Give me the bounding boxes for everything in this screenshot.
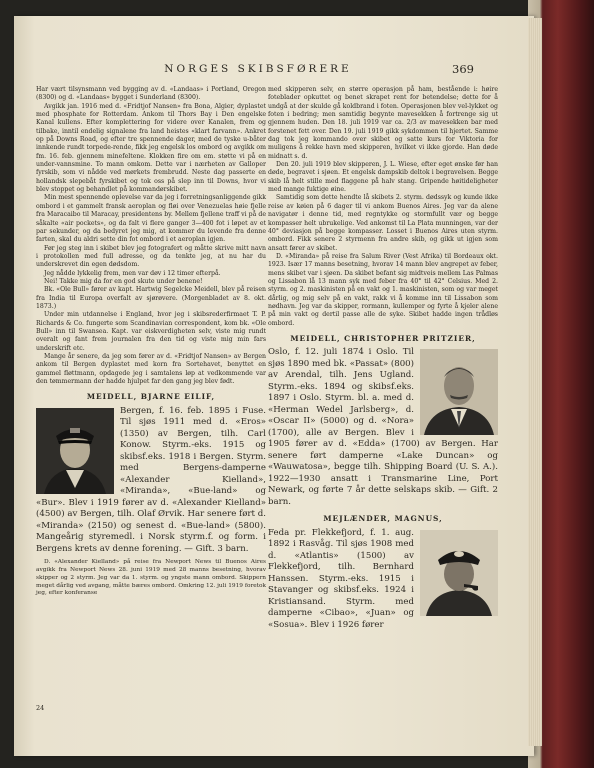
paragraph: Den 20. juli 1919 blev skipperen, J. L. Wiese, efter eget ønske før han døde, begravet i sjøen. Et engelsk dampskib deltok i begravelsen. Begge skib lå helt stille med flaggene på halv stang. Gripende høitideligheter med mange fuktige øine. (268, 161, 498, 194)
footer-signature-mark: 24 (36, 704, 45, 712)
bio-note: D. «Alexander Kielland» på reise fra Newport News til Buenos Aires avgikk fra Newport News 28. juni 1919 med 28 manns besetning, hvorav skipper og 2 styrm. Jeg var da 1. styrm. og yngste mann ombord. Skippern meget dårlig ved avgang, måtte bæres ombord. Omkring 12. juli 1919 foretok jeg, efter konferanse (36, 559, 266, 597)
portrait-bjarne (36, 408, 114, 494)
bio-entry (268, 528, 498, 632)
paragraph: D. «Miranda» på reise fra Salum River (Vest Afrika) til Bordeaux okt. 1923. Især 17 manns besetning, hvorav 14 mann blev angrepet av feber, mens skibet var i sjøen. Da skibet befant sig midtveis mellem Las Palmas og Lissabon lå 13 mann syk med feber fra 40° til 42° Celsius. Med 2. styrm. og 2. maskinisten på en vakt og 1. maskinisten, som og var meget dårlig, og mig selv på en vakt, rakk vi å komme inn til Lissabon som nødhavn. Jeg var da skipper, rormann, kullemper og fyrte å kjeler alene på min vakt og dertil passe alle de syke. Skibet hadde ingen trådløs ombord. (268, 252, 498, 327)
paragraph: Samtidig som dette hendte lå skibets 2. styrm. dødssyk og kunde ikke reise av køien på 6 dager til vi ankom Buenos Aires. Jeg var da alene navigatør i denne tid, med regntykke og stormfullt vær og begge kompasser helt ubrukelige. Ved ankomst til La Plata munningen, var der 40° deviasjon på begge kompasser. Losset i Buenos Aires uten styrm. ombord. Fikk senere 2 styrmenn fra andre skib, og gikk ut igjen som ansatt fører av skibet. (268, 194, 498, 252)
paragraph: Har vært tilsynsmann ved bygging av d. «Landaas» i Portland, Oregon (8300) og d. «Landaas» bygget i Sunderland (8300). (36, 86, 266, 102)
left-column (36, 86, 266, 598)
paragraph: Nei! Takke mig da for en god skute under benene! (44, 277, 203, 285)
portrait-photo (420, 530, 498, 616)
paragraph: Bk. «Ole Bull» fører av kapt. Hartwig Segelcke Meidell, blev på reisen fra India til Europa overfalt av sjørøvere. (Morgenbladet av 8. okt. 1873.) (36, 286, 266, 310)
page-number: 369 (452, 62, 474, 76)
paragraph: Avgikk jan. 1916 med d. «Fridtjof Nansen» fra Bona, Algier, dyplastet med phosphate for Rotterdam. Ankom til Thors Bay i Den engelske Kanal kullens. Efter komplettering for videre over Kanalen, frem og tilbake, inntil endelig signalene fra land heistes «klart farvann». Ankret op på Downs Road, og efter tre spennende dager, med de tyske u-båter innkende rundt torpede-rende, fikk jeg engelsk los ombord og avgikk om fm. 16. feb. gjennem minefeltene. Klokken fire om em. støtte vi på en under-vannsmine. To mann omkom. Dette var i nærheten av Galloper fyrskib, som vi nådde ved mørkets frembrudd. Neste dag passerte en hollandsk slepebåt fyrskibet og tok oss på slep inn til Downs, hvor vi blev stoppet og behandlet på kommandørskibet. (36, 102, 266, 194)
bio-heading: MEIDELL, BJARNE EILIF, (86, 392, 216, 402)
portrait-magnus (420, 530, 498, 616)
page-edges (528, 18, 542, 746)
bio-entry (36, 406, 266, 556)
bio-text: Oslo, f. 12. juli 1874 i Oslo. Til sjøs 1890 med bk. «Passat» (800) av Arendal, tilh. Jens Ugland. Styrm.-eks. 1894 og skibsf.eks. 1897 i Oslo. Styrm. bl. a. med d. «Herman Wedel Jarlsberg», d. «Oscar II» (5000) og d. «Nora» (1700), alle av Bergen. Blev i 1905 fører av d. «Edda» (1700) av Bergen. Har senere ført damperne «Lake Duncan» og «Wauwatosa», begge tilh. Shipping Board (U. S. A.). 1922—1930 ansatt i Transmarine Line, Port Newark, og førte 7 år dette selskaps skib. — Gift. 2 barn. (268, 347, 498, 507)
bio-entry (268, 347, 498, 508)
right-column (268, 86, 498, 631)
bio-heading: MEJLÆNDER, MAGNUS, (323, 514, 443, 524)
bio-text: Bergen, f. 16. feb. 1895 i Fuse. Til sjøs 1911 med d. «Eros» (1350) av Bergen, tilh. Carl Konow. Styrm.-eks. 1915 og skibsf.eks. 1918 i Bergen. Styrm. med Bergens-damperne «Alexander Kielland», «Miranda», «Bue-land» og «Bur». Blev i 1919 fører av d. «Alexander Kielland» (4500) av Bergen, tilh. Olaf Ørvik. Har senere ført d. «Miranda» (2150) og senest d. «Bue-land» (5800). Mangeårig styremedl. i Norsk styrm.f. og form. i Bergens krets av denne forening. — Gift. 3 barn. (36, 405, 266, 554)
portrait-photo (420, 349, 498, 435)
paragraph: Min mest spennende oplevelse var da jeg i forretningsanliggende gikk ombord i et gammelt fransk aeroplan og fløi over Venezuelas høie fjelle fra Maracaibo til Maracay, presidentens by. Mellem fjellene traff vi på de såkalte «air pockets», og da falt vi flere ganger 3—400 fot i løpet av et par sekunder, og da bedyret jeg mig, at kommer du levende fra denne farten, skal du aldri sette din fot ombord i et aeroplan igjen. (36, 194, 266, 244)
page-header (42, 63, 474, 77)
bio-heading: MEIDELL, CHRISTOPHER PRITZIER, (290, 333, 476, 343)
paragraph: med skipperen selv, en større operasjon på ham, bestående i: høire foteblader opkuttet og benet skrapet rent for betendelse; dette for å undgå at der skulde gå koldbrand i foten. Operasjonen blev vel-lykket og foten i bedring; men samtidig begynte mavesekken å fortrenge sig ut gjennem huden. Den 18. juli 1919 var ca. 2/3 av mavesekken bar med forstenet fett over. Den 19. juli 1919 gikk sykdommen til hjertet. Samme dag tok jeg kommando over skibet og satte kurs for Viktoria for muligens å rekke havn med skipperen, hvilket vi ikke gjorde. Han døde midnatt s. d. (268, 86, 498, 160)
portrait-christopher (420, 349, 498, 435)
paragraph: Jeg nådde lykkelig frem, men var døv i 12 timer efterpå. (44, 269, 221, 277)
portrait-photo (36, 408, 114, 494)
paragraph: Under min utdannelse i England, hvor jeg i skibsrederfirmaet T. P. Richards & Co. fungerte som Scandinavian correspondent, kom bk. «Ole Bull» inn til Swansea. Kapt. var eiskverdigheten selv, viste mig rundt overalt og fant frem journalen fra den tid og viste mig min fars underskrift etc. (36, 311, 266, 352)
running-title: NORGES SKIBSFØRERE (164, 63, 352, 75)
paragraph: Før jeg steg inn i skibet blev jeg fotografert og måtte skrive mitt navn i protokollen med full adresse, og da tenkte jeg, at nu har du underskrevet din egen dødsdom. (36, 244, 266, 269)
bio-text: Feda pr. Flekkefjord, f. 1. aug. 1892 i Rasvåg. Til sjøs 1908 med d. «Atlantis» (1500) av Flekkefjord, tilh. Bernhard Hanssen. Styrm.-eks. 1915 i Stavanger og skibsf.eks. 1924 i Kristiansand. Styrm. med damperne «Cibao», «Juan» og «Sosua». Blev i 1926 fører (268, 527, 414, 630)
paragraph: Mange år senere, da jeg som fører av d. «Fridtjof Nansen» av Bergen ankom til Bergen dyplastet med korn fra Sortehavet, benyttet en gammel fløttmann, opdagede jeg i samtalens løp at vedkommende var den tømmermann der hadde hjulpet far den gang jeg blev født. (36, 353, 266, 386)
